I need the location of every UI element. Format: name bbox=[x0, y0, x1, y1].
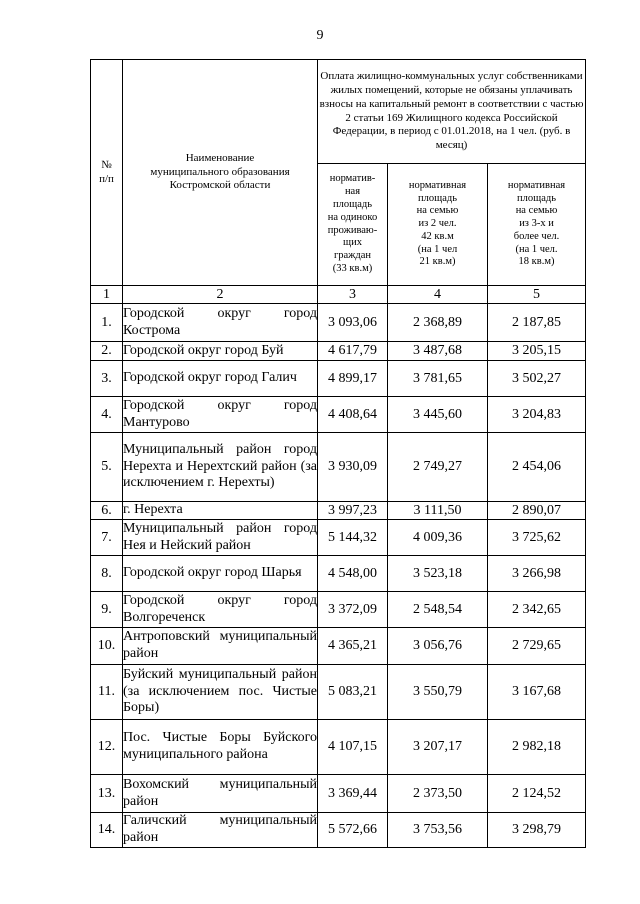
value-two-person: 3 781,65 bbox=[388, 361, 488, 397]
page-number: 9 bbox=[316, 28, 324, 43]
header-three-person-norm: нормативная площадь на семью из 3-х и более чел. (на 1 чел. 18 кв.м) bbox=[488, 164, 586, 286]
row-number: 2. bbox=[91, 342, 123, 361]
row-number: 8. bbox=[91, 556, 123, 592]
value-single: 3 093,06 bbox=[318, 304, 388, 342]
value-three-person: 2 187,85 bbox=[488, 304, 586, 342]
table-row bbox=[91, 556, 586, 592]
value-two-person: 3 111,50 bbox=[388, 502, 488, 520]
row-number: 10. bbox=[91, 628, 123, 665]
value-three-person: 3 204,83 bbox=[488, 397, 586, 433]
row-number: 12. bbox=[91, 720, 123, 775]
header-two-person-norm: нормативная площадь на семью из 2 чел. 42 кв.м (на 1 чел 21 кв.м) bbox=[388, 164, 488, 286]
value-two-person: 3 207,17 bbox=[388, 720, 488, 775]
value-three-person: 2 982,18 bbox=[488, 720, 586, 775]
value-single: 4 408,64 bbox=[318, 397, 388, 433]
row-number: 5. bbox=[91, 433, 123, 502]
municipality-name: Муниципальный район город Нея и Нейский район bbox=[123, 520, 318, 556]
table-row bbox=[91, 304, 586, 342]
value-two-person: 2 373,50 bbox=[388, 775, 488, 813]
value-single: 3 930,09 bbox=[318, 433, 388, 502]
value-single: 4 548,00 bbox=[318, 556, 388, 592]
value-single: 4 107,15 bbox=[318, 720, 388, 775]
row-number: 7. bbox=[91, 520, 123, 556]
value-three-person: 2 342,65 bbox=[488, 592, 586, 628]
value-two-person: 3 487,68 bbox=[388, 342, 488, 361]
value-single: 3 372,09 bbox=[318, 592, 388, 628]
municipality-name: Галичский муниципальный район bbox=[123, 813, 318, 848]
table-row bbox=[91, 342, 586, 361]
value-three-person: 2 729,65 bbox=[488, 628, 586, 665]
value-single: 3 369,44 bbox=[318, 775, 388, 813]
value-three-person: 3 167,68 bbox=[488, 665, 586, 720]
header-single-norm: норматив- ная площадь на одиноко проживаю- щих граждан (33 кв.м) bbox=[318, 164, 388, 286]
value-single: 4 365,21 bbox=[318, 628, 388, 665]
row-number: 1. bbox=[91, 304, 123, 342]
table-row bbox=[91, 502, 586, 520]
table-row bbox=[91, 775, 586, 813]
municipality-name: Городской округ город Шарья bbox=[123, 556, 318, 592]
column-number: 3 bbox=[318, 286, 388, 304]
value-single: 4 899,17 bbox=[318, 361, 388, 397]
municipality-name: Городской округ город Волгореченск bbox=[123, 592, 318, 628]
value-three-person: 3 266,98 bbox=[488, 556, 586, 592]
row-number: 14. bbox=[91, 813, 123, 848]
municipality-name: г. Нерехта bbox=[123, 502, 318, 520]
municipality-name: Городской округ город Кострома bbox=[123, 304, 318, 342]
column-number: 1 bbox=[91, 286, 123, 304]
table-row bbox=[91, 397, 586, 433]
value-single: 5 144,32 bbox=[318, 520, 388, 556]
row-number: 3. bbox=[91, 361, 123, 397]
row-number: 11. bbox=[91, 665, 123, 720]
table-row bbox=[91, 520, 586, 556]
municipality-name: Буйский муниципальный район (за исключением пос. Чистые Боры) bbox=[123, 665, 318, 720]
value-single: 4 617,79 bbox=[318, 342, 388, 361]
value-three-person: 3 502,27 bbox=[488, 361, 586, 397]
header-number: № п/п bbox=[91, 60, 123, 286]
municipality-name: Вохомский муниципальный район bbox=[123, 775, 318, 813]
value-two-person: 3 550,79 bbox=[388, 665, 488, 720]
column-number: 5 bbox=[488, 286, 586, 304]
value-two-person: 3 523,18 bbox=[388, 556, 488, 592]
value-two-person: 2 749,27 bbox=[388, 433, 488, 502]
value-two-person: 3 445,60 bbox=[388, 397, 488, 433]
value-single: 5 572,66 bbox=[318, 813, 388, 848]
table-row bbox=[91, 665, 586, 720]
row-number: 9. bbox=[91, 592, 123, 628]
municipality-name: Городской округ город Буй bbox=[123, 342, 318, 361]
municipality-name: Пос. Чистые Боры Буйского муниципального района bbox=[123, 720, 318, 775]
table-row bbox=[91, 628, 586, 665]
column-number-row bbox=[91, 286, 586, 304]
municipality-name: Муниципальный район город Нерехта и Нерехтский район (за исключением г. Нерехты) bbox=[123, 433, 318, 502]
table-row bbox=[91, 813, 586, 848]
value-two-person: 3 753,56 bbox=[388, 813, 488, 848]
table-row bbox=[91, 433, 586, 502]
table-row bbox=[91, 361, 586, 397]
municipality-name: Городской округ город Мантурово bbox=[123, 397, 318, 433]
column-number: 4 bbox=[388, 286, 488, 304]
value-single: 3 997,23 bbox=[318, 502, 388, 520]
value-three-person: 2 454,06 bbox=[488, 433, 586, 502]
value-single: 5 083,21 bbox=[318, 665, 388, 720]
value-three-person: 3 205,15 bbox=[488, 342, 586, 361]
column-number: 2 bbox=[123, 286, 318, 304]
value-three-person: 2 890,07 bbox=[488, 502, 586, 520]
payment-table bbox=[90, 59, 586, 848]
value-three-person: 3 725,62 bbox=[488, 520, 586, 556]
value-three-person: 3 298,79 bbox=[488, 813, 586, 848]
municipality-name: Антроповский муниципальный район bbox=[123, 628, 318, 665]
value-two-person: 2 368,89 bbox=[388, 304, 488, 342]
value-three-person: 2 124,52 bbox=[488, 775, 586, 813]
row-number: 13. bbox=[91, 775, 123, 813]
row-number: 4. bbox=[91, 397, 123, 433]
table-row bbox=[91, 592, 586, 628]
municipality-name: Городской округ город Галич bbox=[123, 361, 318, 397]
row-number: 6. bbox=[91, 502, 123, 520]
table-row bbox=[91, 720, 586, 775]
header-municipality: Наименование муниципального образования Костромской области bbox=[123, 60, 318, 286]
value-two-person: 4 009,36 bbox=[388, 520, 488, 556]
header-payment-group: Оплата жилищно-коммунальных услуг собственниками жилых помещений, которые не обязаны уплачивать взносы на капитальный ремонт в соответствии с частью 2 статьи 169 Жилищного кодекса Российской Федерации, в период с 01.01.2018, на 1 чел. (руб. в месяц) bbox=[318, 60, 586, 164]
value-two-person: 2 548,54 bbox=[388, 592, 488, 628]
value-two-person: 3 056,76 bbox=[388, 628, 488, 665]
